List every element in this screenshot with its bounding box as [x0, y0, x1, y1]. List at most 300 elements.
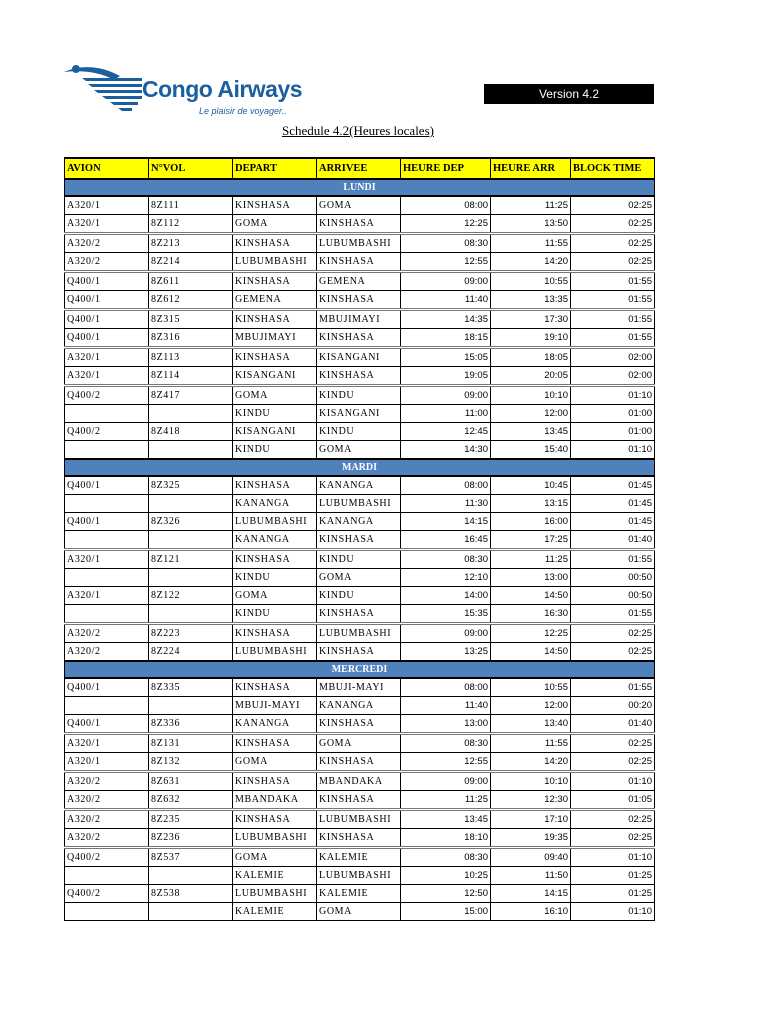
column-header: DEPART [233, 158, 317, 179]
arrival-cell: GOMA [317, 196, 401, 215]
arrival-time-cell: 19:10 [491, 329, 571, 348]
departure-cell: KINSHASA [233, 678, 317, 697]
flight-row [65, 624, 655, 643]
departure-cell: MBANDAKA [233, 791, 317, 810]
aircraft-cell: Q400/2 [65, 848, 149, 867]
flight-number-cell: 8Z113 [149, 348, 233, 367]
departure-cell: KINSHASA [233, 310, 317, 329]
block-time-cell: 01:55 [571, 310, 655, 329]
flight-row [65, 272, 655, 291]
column-header: HEURE ARR [491, 158, 571, 179]
arrival-cell: KALEMIE [317, 848, 401, 867]
arrival-time-cell: 14:50 [491, 587, 571, 605]
departure-cell: KANANGA [233, 531, 317, 550]
departure-cell: LUBUMBASHI [233, 829, 317, 848]
aircraft-cell [65, 697, 149, 715]
block-time-cell: 00:20 [571, 697, 655, 715]
arrival-time-cell: 17:10 [491, 810, 571, 829]
arrival-time-cell: 13:50 [491, 215, 571, 234]
aircraft-cell: Q400/2 [65, 386, 149, 405]
congo-airways-logo [62, 60, 322, 122]
arrival-time-cell: 16:00 [491, 513, 571, 531]
flight-number-cell [149, 531, 233, 550]
departure-cell: KINSHASA [233, 234, 317, 253]
arrival-time-cell: 10:55 [491, 272, 571, 291]
departure-cell: KISANGANI [233, 423, 317, 441]
block-time-cell: 02:25 [571, 643, 655, 662]
flight-row [65, 569, 655, 587]
departure-cell: KINSHASA [233, 734, 317, 753]
arrival-cell: LUBUMBASHI [317, 810, 401, 829]
departure-time-cell: 09:00 [401, 386, 491, 405]
arrival-time-cell: 17:25 [491, 531, 571, 550]
departure-cell: KINDU [233, 605, 317, 624]
flight-row [65, 734, 655, 753]
aircraft-cell [65, 903, 149, 921]
departure-time-cell: 15:35 [401, 605, 491, 624]
flight-row [65, 550, 655, 569]
flight-number-cell: 8Z632 [149, 791, 233, 810]
block-time-cell: 01:45 [571, 476, 655, 495]
flight-row [65, 587, 655, 605]
block-time-cell: 01:40 [571, 715, 655, 734]
flight-number-cell: 8Z316 [149, 329, 233, 348]
flight-number-cell: 8Z223 [149, 624, 233, 643]
departure-cell: LUBUMBASHI [233, 885, 317, 903]
arrival-cell: GOMA [317, 903, 401, 921]
column-header: HEURE DEP [401, 158, 491, 179]
flight-row [65, 476, 655, 495]
flight-row [65, 885, 655, 903]
flight-number-cell: 8Z611 [149, 272, 233, 291]
arrival-time-cell: 11:50 [491, 867, 571, 885]
block-time-cell: 01:10 [571, 441, 655, 460]
flight-number-cell: 8Z224 [149, 643, 233, 662]
aircraft-cell: A320/2 [65, 253, 149, 272]
flight-row [65, 291, 655, 310]
arrival-time-cell: 12:00 [491, 697, 571, 715]
aircraft-cell: Q400/1 [65, 310, 149, 329]
aircraft-cell: A320/1 [65, 196, 149, 215]
arrival-cell: GOMA [317, 569, 401, 587]
block-time-cell: 01:10 [571, 848, 655, 867]
flight-number-cell [149, 569, 233, 587]
flight-row [65, 386, 655, 405]
arrival-cell: KANANGA [317, 697, 401, 715]
block-time-cell: 01:45 [571, 513, 655, 531]
arrival-cell: KINSHASA [317, 291, 401, 310]
arrival-time-cell: 10:45 [491, 476, 571, 495]
departure-time-cell: 09:00 [401, 272, 491, 291]
flight-row [65, 329, 655, 348]
block-time-cell: 02:25 [571, 810, 655, 829]
arrival-time-cell: 14:15 [491, 885, 571, 903]
column-header: AVION [65, 158, 149, 179]
block-time-cell: 02:25 [571, 253, 655, 272]
departure-cell: GOMA [233, 848, 317, 867]
block-time-cell: 01:10 [571, 903, 655, 921]
arrival-time-cell: 13:40 [491, 715, 571, 734]
aircraft-cell: A320/1 [65, 734, 149, 753]
departure-cell: LUBUMBASHI [233, 643, 317, 662]
arrival-time-cell: 14:20 [491, 253, 571, 272]
departure-time-cell: 13:45 [401, 810, 491, 829]
flight-number-cell: 8Z417 [149, 386, 233, 405]
block-time-cell: 01:05 [571, 791, 655, 810]
departure-time-cell: 19:05 [401, 367, 491, 386]
flight-row [65, 423, 655, 441]
column-header: N°VOL [149, 158, 233, 179]
aircraft-cell [65, 867, 149, 885]
aircraft-cell: Q400/1 [65, 272, 149, 291]
arrival-time-cell: 14:50 [491, 643, 571, 662]
flight-number-cell: 8Z537 [149, 848, 233, 867]
flight-row [65, 605, 655, 624]
flight-number-cell: 8Z122 [149, 587, 233, 605]
block-time-cell: 02:25 [571, 215, 655, 234]
logo-tagline: Le plaisir de voyager.. [199, 106, 287, 116]
block-time-cell: 00:50 [571, 569, 655, 587]
aircraft-cell: A320/1 [65, 753, 149, 772]
arrival-time-cell: 14:20 [491, 753, 571, 772]
arrival-cell: KANANGA [317, 476, 401, 495]
arrival-cell: KINSHASA [317, 215, 401, 234]
flight-row [65, 441, 655, 460]
departure-time-cell: 08:30 [401, 848, 491, 867]
departure-cell: GOMA [233, 386, 317, 405]
flight-row [65, 848, 655, 867]
arrival-time-cell: 11:25 [491, 196, 571, 215]
block-time-cell: 01:25 [571, 885, 655, 903]
departure-cell: KINDU [233, 405, 317, 423]
arrival-time-cell: 12:30 [491, 791, 571, 810]
flight-row [65, 215, 655, 234]
aircraft-cell: Q400/2 [65, 423, 149, 441]
aircraft-cell: Q400/1 [65, 329, 149, 348]
arrival-time-cell: 13:00 [491, 569, 571, 587]
flight-number-cell: 8Z235 [149, 810, 233, 829]
arrival-time-cell: 09:40 [491, 848, 571, 867]
aircraft-cell [65, 569, 149, 587]
flight-number-cell: 8Z315 [149, 310, 233, 329]
block-time-cell: 00:50 [571, 587, 655, 605]
block-time-cell: 01:55 [571, 550, 655, 569]
aircraft-cell: A320/1 [65, 367, 149, 386]
aircraft-cell: A320/2 [65, 772, 149, 791]
flight-number-cell: 8Z336 [149, 715, 233, 734]
arrival-time-cell: 11:25 [491, 550, 571, 569]
column-header: BLOCK TIME [571, 158, 655, 179]
aircraft-cell: A320/1 [65, 550, 149, 569]
arrival-cell: LUBUMBASHI [317, 624, 401, 643]
arrival-cell: KALEMIE [317, 885, 401, 903]
departure-time-cell: 09:00 [401, 772, 491, 791]
flight-row [65, 903, 655, 921]
block-time-cell: 01:55 [571, 605, 655, 624]
column-header: ARRIVEE [317, 158, 401, 179]
flight-row [65, 405, 655, 423]
departure-cell: MBUJIMAYI [233, 329, 317, 348]
arrival-time-cell: 18:05 [491, 348, 571, 367]
block-time-cell: 01:55 [571, 272, 655, 291]
flight-number-cell: 8Z121 [149, 550, 233, 569]
block-time-cell: 01:40 [571, 531, 655, 550]
arrival-cell: KINSHASA [317, 753, 401, 772]
flight-number-cell [149, 405, 233, 423]
departure-time-cell: 15:05 [401, 348, 491, 367]
flight-number-cell: 8Z132 [149, 753, 233, 772]
block-time-cell: 02:25 [571, 734, 655, 753]
departure-time-cell: 08:00 [401, 678, 491, 697]
logo-brand: Congo Airways [142, 76, 303, 102]
flight-number-cell: 8Z213 [149, 234, 233, 253]
flight-row [65, 495, 655, 513]
flight-number-cell: 8Z325 [149, 476, 233, 495]
aircraft-cell: Q400/2 [65, 885, 149, 903]
aircraft-cell [65, 605, 149, 624]
departure-time-cell: 12:10 [401, 569, 491, 587]
arrival-cell: LUBUMBASHI [317, 867, 401, 885]
flight-number-cell: 8Z111 [149, 196, 233, 215]
departure-time-cell: 18:15 [401, 329, 491, 348]
table-header-row [65, 158, 655, 179]
aircraft-cell: A320/2 [65, 791, 149, 810]
block-time-cell: 01:00 [571, 423, 655, 441]
departure-cell: KINSHASA [233, 476, 317, 495]
page-title: Schedule 4.2(Heures locales) [282, 123, 434, 138]
arrival-cell: KINSHASA [317, 715, 401, 734]
departure-time-cell: 18:10 [401, 829, 491, 848]
flight-row [65, 348, 655, 367]
arrival-time-cell: 13:45 [491, 423, 571, 441]
arrival-time-cell: 12:00 [491, 405, 571, 423]
aircraft-cell: Q400/1 [65, 715, 149, 734]
arrival-cell: KINSHASA [317, 253, 401, 272]
aircraft-cell: A320/2 [65, 810, 149, 829]
aircraft-cell [65, 531, 149, 550]
arrival-cell: LUBUMBASHI [317, 234, 401, 253]
day-row [65, 459, 655, 476]
flight-row [65, 513, 655, 531]
arrival-time-cell: 12:25 [491, 624, 571, 643]
departure-cell: KINSHASA [233, 810, 317, 829]
arrival-cell: KINSHASA [317, 791, 401, 810]
day-label: MARDI [65, 459, 655, 476]
day-row [65, 179, 655, 196]
departure-time-cell: 11:40 [401, 291, 491, 310]
version-label: Version 4.2 [484, 84, 654, 104]
departure-cell: LUBUMBASHI [233, 253, 317, 272]
block-time-cell: 02:25 [571, 829, 655, 848]
arrival-time-cell: 15:40 [491, 441, 571, 460]
aircraft-cell: A320/2 [65, 624, 149, 643]
flight-number-cell [149, 697, 233, 715]
arrival-cell: MBUJIMAYI [317, 310, 401, 329]
flight-row [65, 791, 655, 810]
flight-number-cell: 8Z214 [149, 253, 233, 272]
block-time-cell: 01:25 [571, 867, 655, 885]
block-time-cell: 01:45 [571, 495, 655, 513]
departure-time-cell: 16:45 [401, 531, 491, 550]
departure-cell: LUBUMBASHI [233, 513, 317, 531]
arrival-time-cell: 13:35 [491, 291, 571, 310]
arrival-cell: KINDU [317, 550, 401, 569]
aircraft-cell: A320/2 [65, 829, 149, 848]
arrival-time-cell: 10:55 [491, 678, 571, 697]
departure-time-cell: 11:30 [401, 495, 491, 513]
arrival-cell: GEMENA [317, 272, 401, 291]
departure-cell: GOMA [233, 753, 317, 772]
departure-cell: KINSHASA [233, 272, 317, 291]
block-time-cell: 01:00 [571, 405, 655, 423]
flight-number-cell: 8Z612 [149, 291, 233, 310]
departure-time-cell: 12:25 [401, 215, 491, 234]
arrival-cell: KINDU [317, 423, 401, 441]
block-time-cell: 02:25 [571, 753, 655, 772]
flight-row [65, 772, 655, 791]
flight-row [65, 367, 655, 386]
flight-number-cell: 8Z114 [149, 367, 233, 386]
aircraft-cell: A320/1 [65, 215, 149, 234]
departure-time-cell: 14:00 [401, 587, 491, 605]
departure-time-cell: 09:00 [401, 624, 491, 643]
departure-cell: KALEMIE [233, 867, 317, 885]
flight-row [65, 531, 655, 550]
arrival-cell: MBANDAKA [317, 772, 401, 791]
departure-time-cell: 10:25 [401, 867, 491, 885]
departure-time-cell: 14:15 [401, 513, 491, 531]
flight-row [65, 867, 655, 885]
departure-cell: KINSHASA [233, 196, 317, 215]
schedule-body [65, 179, 655, 921]
departure-time-cell: 14:35 [401, 310, 491, 329]
block-time-cell: 02:25 [571, 624, 655, 643]
day-row [65, 661, 655, 678]
departure-cell: KINSHASA [233, 348, 317, 367]
arrival-cell: GOMA [317, 734, 401, 753]
block-time-cell: 01:55 [571, 291, 655, 310]
block-time-cell: 02:00 [571, 348, 655, 367]
aircraft-cell: Q400/1 [65, 513, 149, 531]
flight-number-cell: 8Z112 [149, 215, 233, 234]
block-time-cell: 01:55 [571, 329, 655, 348]
arrival-cell: MBUJI-MAYI [317, 678, 401, 697]
flight-row [65, 310, 655, 329]
flight-number-cell: 8Z236 [149, 829, 233, 848]
arrival-time-cell: 11:55 [491, 734, 571, 753]
departure-cell: KINSHASA [233, 772, 317, 791]
flight-row [65, 196, 655, 215]
arrival-cell: KINSHASA [317, 643, 401, 662]
flight-number-cell [149, 605, 233, 624]
aircraft-cell: A320/2 [65, 643, 149, 662]
departure-cell: KALEMIE [233, 903, 317, 921]
departure-time-cell: 13:25 [401, 643, 491, 662]
departure-cell: MBUJI-MAYI [233, 697, 317, 715]
aircraft-cell [65, 441, 149, 460]
arrival-time-cell: 13:15 [491, 495, 571, 513]
departure-time-cell: 11:40 [401, 697, 491, 715]
departure-cell: KINDU [233, 569, 317, 587]
arrival-cell: KISANGANI [317, 405, 401, 423]
aircraft-cell: A320/1 [65, 587, 149, 605]
arrival-time-cell: 16:30 [491, 605, 571, 624]
arrival-time-cell: 20:05 [491, 367, 571, 386]
arrival-cell: KISANGANI [317, 348, 401, 367]
flight-number-cell: 8Z631 [149, 772, 233, 791]
arrival-cell: GOMA [317, 441, 401, 460]
departure-cell: GOMA [233, 215, 317, 234]
arrival-time-cell: 10:10 [491, 772, 571, 791]
arrival-cell: KINSHASA [317, 829, 401, 848]
aircraft-cell: Q400/1 [65, 678, 149, 697]
departure-cell: KINSHASA [233, 550, 317, 569]
flight-row [65, 753, 655, 772]
departure-cell: KISANGANI [233, 367, 317, 386]
arrival-cell: KINSHASA [317, 329, 401, 348]
arrival-time-cell: 16:10 [491, 903, 571, 921]
departure-time-cell: 12:50 [401, 885, 491, 903]
departure-time-cell: 12:55 [401, 253, 491, 272]
flight-number-cell [149, 495, 233, 513]
aircraft-cell: A320/2 [65, 234, 149, 253]
arrival-cell: LUBUMBASHI [317, 495, 401, 513]
bird-logo-icon [62, 60, 152, 122]
arrival-time-cell: 10:10 [491, 386, 571, 405]
arrival-time-cell: 11:55 [491, 234, 571, 253]
flight-row [65, 643, 655, 662]
aircraft-cell [65, 495, 149, 513]
departure-cell: GEMENA [233, 291, 317, 310]
flight-number-cell [149, 903, 233, 921]
block-time-cell: 02:25 [571, 196, 655, 215]
arrival-cell: KINDU [317, 386, 401, 405]
arrival-cell: KANANGA [317, 513, 401, 531]
departure-cell: KINDU [233, 441, 317, 460]
aircraft-cell: Q400/1 [65, 476, 149, 495]
flight-row [65, 678, 655, 697]
aircraft-cell: Q400/1 [65, 291, 149, 310]
arrival-cell: KINDU [317, 587, 401, 605]
flight-number-cell: 8Z418 [149, 423, 233, 441]
flight-row [65, 697, 655, 715]
departure-time-cell: 15:00 [401, 903, 491, 921]
arrival-time-cell: 17:30 [491, 310, 571, 329]
departure-time-cell: 08:00 [401, 196, 491, 215]
departure-cell: KANANGA [233, 715, 317, 734]
departure-time-cell: 08:30 [401, 234, 491, 253]
schedule-table [64, 157, 655, 921]
block-time-cell: 01:10 [571, 386, 655, 405]
flight-number-cell [149, 441, 233, 460]
flight-row [65, 253, 655, 272]
day-label: MERCREDI [65, 661, 655, 678]
departure-time-cell: 14:30 [401, 441, 491, 460]
flight-number-cell: 8Z538 [149, 885, 233, 903]
flight-row [65, 829, 655, 848]
day-label: LUNDI [65, 179, 655, 196]
arrival-cell: KINSHASA [317, 531, 401, 550]
departure-time-cell: 12:55 [401, 753, 491, 772]
departure-time-cell: 08:00 [401, 476, 491, 495]
departure-time-cell: 08:30 [401, 734, 491, 753]
departure-time-cell: 11:00 [401, 405, 491, 423]
departure-cell: GOMA [233, 587, 317, 605]
departure-time-cell: 11:25 [401, 791, 491, 810]
flight-row [65, 234, 655, 253]
block-time-cell: 02:25 [571, 234, 655, 253]
flight-row [65, 810, 655, 829]
